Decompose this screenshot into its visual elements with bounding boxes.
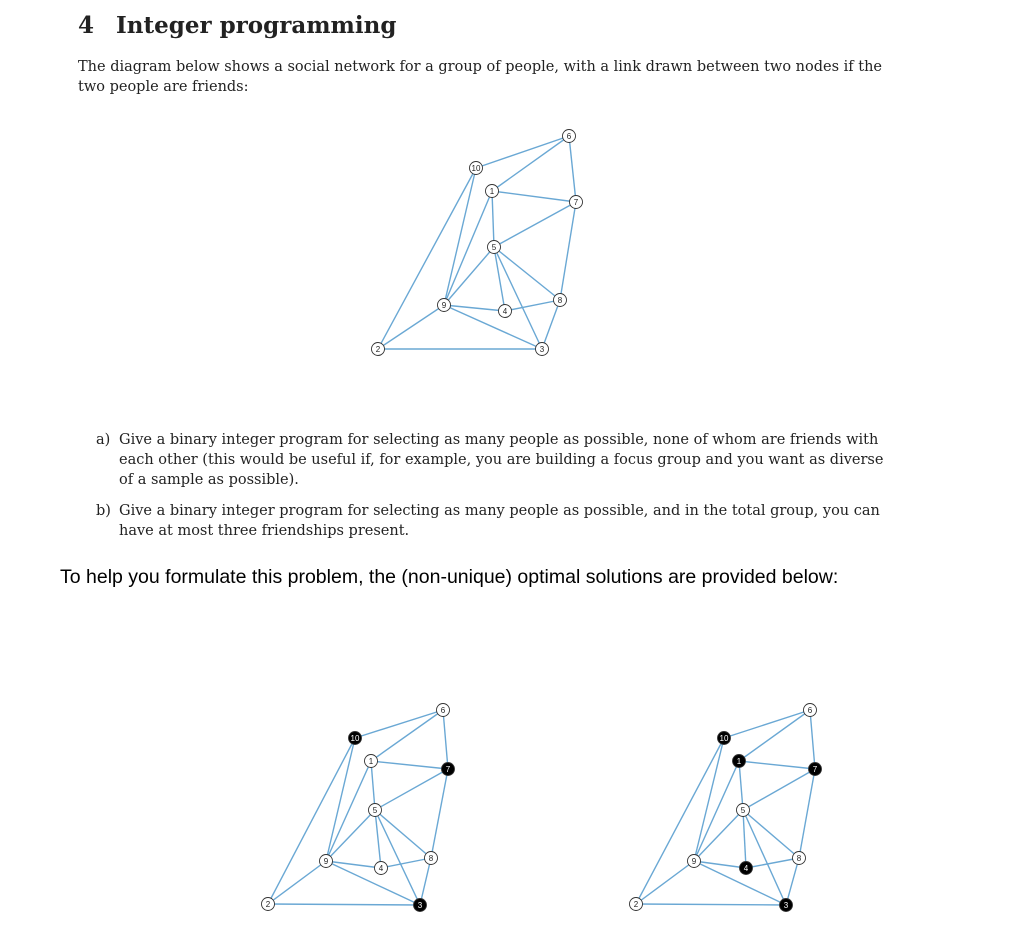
solution-b-edge-1-9 <box>694 761 739 861</box>
solution-b-node-10 <box>718 732 731 745</box>
solution-a-node-label-10: 10 <box>350 734 360 743</box>
solution-b-node-label-10: 10 <box>719 734 729 743</box>
question-a-text: Give a binary integer program for selecting as many people as possible, none of whom are friends with each other (this would be useful if, for example, you are building a focus group and you want as diverse of a sample as possible). <box>119 432 884 488</box>
solution-b-node-label-3: 3 <box>783 901 789 910</box>
main-node-label-10: 10 <box>471 164 481 173</box>
solution-b-node-6 <box>804 704 817 717</box>
solution-b-node-5 <box>737 804 750 817</box>
solution-a-node-label-9: 9 <box>323 857 329 866</box>
question-b-label: b) <box>96 503 111 519</box>
solution-b-node-label-2: 2 <box>633 900 639 909</box>
solution-a-node-label-1: 1 <box>368 757 374 766</box>
solution-b-edge-5-4 <box>743 810 746 868</box>
solution-b-node-4 <box>740 862 753 875</box>
solution-b-edge-10-6 <box>724 710 810 738</box>
solution-b-edge-1-6 <box>739 710 810 761</box>
solution-b-node-label-1: 1 <box>736 757 742 766</box>
solution-b-node-2 <box>630 898 643 911</box>
solution-a-node-label-5: 5 <box>372 806 378 815</box>
solution-b-edge-8-4 <box>746 858 799 868</box>
solution-b-edge-5-8 <box>743 810 799 858</box>
solution-b-edge-2-3 <box>636 904 786 905</box>
solution-b-edge-2-9 <box>636 861 694 904</box>
solution-a-node-label-6: 6 <box>440 706 446 715</box>
solution-a-node-label-4: 4 <box>378 864 384 873</box>
solution-b-node-3 <box>780 899 793 912</box>
solution-b-node-1 <box>733 755 746 768</box>
solution-b-node-8 <box>793 852 806 865</box>
solution-b-edge-1-5 <box>739 761 743 810</box>
main-node-label-5: 5 <box>491 243 497 252</box>
solution-b-node-label-9: 9 <box>691 857 697 866</box>
main-node-label-4: 4 <box>502 307 508 316</box>
main-node-label-1: 1 <box>489 187 495 196</box>
solution-b-node-label-8: 8 <box>796 854 802 863</box>
solution-b-edge-10-9 <box>694 738 724 861</box>
solution-a-node-label-3: 3 <box>417 901 423 910</box>
solution-b-node-9 <box>688 855 701 868</box>
solution-b-edge-5-9 <box>694 810 743 861</box>
solution-b-edge-6-7 <box>810 710 815 769</box>
solution-b-edge-7-8 <box>799 769 815 858</box>
solution-a-node-label-2: 2 <box>265 900 271 909</box>
main-node-label-8: 8 <box>557 296 563 305</box>
main-node-label-6: 6 <box>566 132 572 141</box>
main-node-label-3: 3 <box>539 345 545 354</box>
solution-a-node-label-7: 7 <box>445 765 451 774</box>
solution-b-edge-5-3 <box>743 810 786 905</box>
solution-b-edge-5-7 <box>743 769 815 810</box>
solution-b-node-label-5: 5 <box>740 806 746 815</box>
helper-text: To help you formulate this problem, the (non-unique) optimal solutions are provided below: <box>60 566 839 588</box>
main-node-label-9: 9 <box>441 301 447 310</box>
question-a-label: a) <box>96 432 111 448</box>
solution-b-node-7 <box>809 763 822 776</box>
solution-b-node-label-6: 6 <box>807 706 813 715</box>
main-node-label-7: 7 <box>573 198 579 207</box>
solution-b-node-label-4: 4 <box>743 864 749 873</box>
solution-b-edge-8-3 <box>786 858 799 905</box>
section-title: Integer programming <box>116 12 397 39</box>
main-node-label-2: 2 <box>375 345 381 354</box>
intro-paragraph: The diagram below shows a social network for a group of people, with a link drawn between two nodes if the two people are friends: <box>78 59 883 95</box>
solution-b-node-label-7: 7 <box>812 765 818 774</box>
solution-b-edge-10-2 <box>636 738 724 904</box>
solution-b-edge-1-7 <box>739 761 815 769</box>
solution-a-node-label-8: 8 <box>428 854 434 863</box>
section-number: 4 <box>78 12 95 39</box>
question-b-text: Give a binary integer program for selecting as many people as possible, and in the total group, you can have at most three friendships present. <box>119 503 880 539</box>
